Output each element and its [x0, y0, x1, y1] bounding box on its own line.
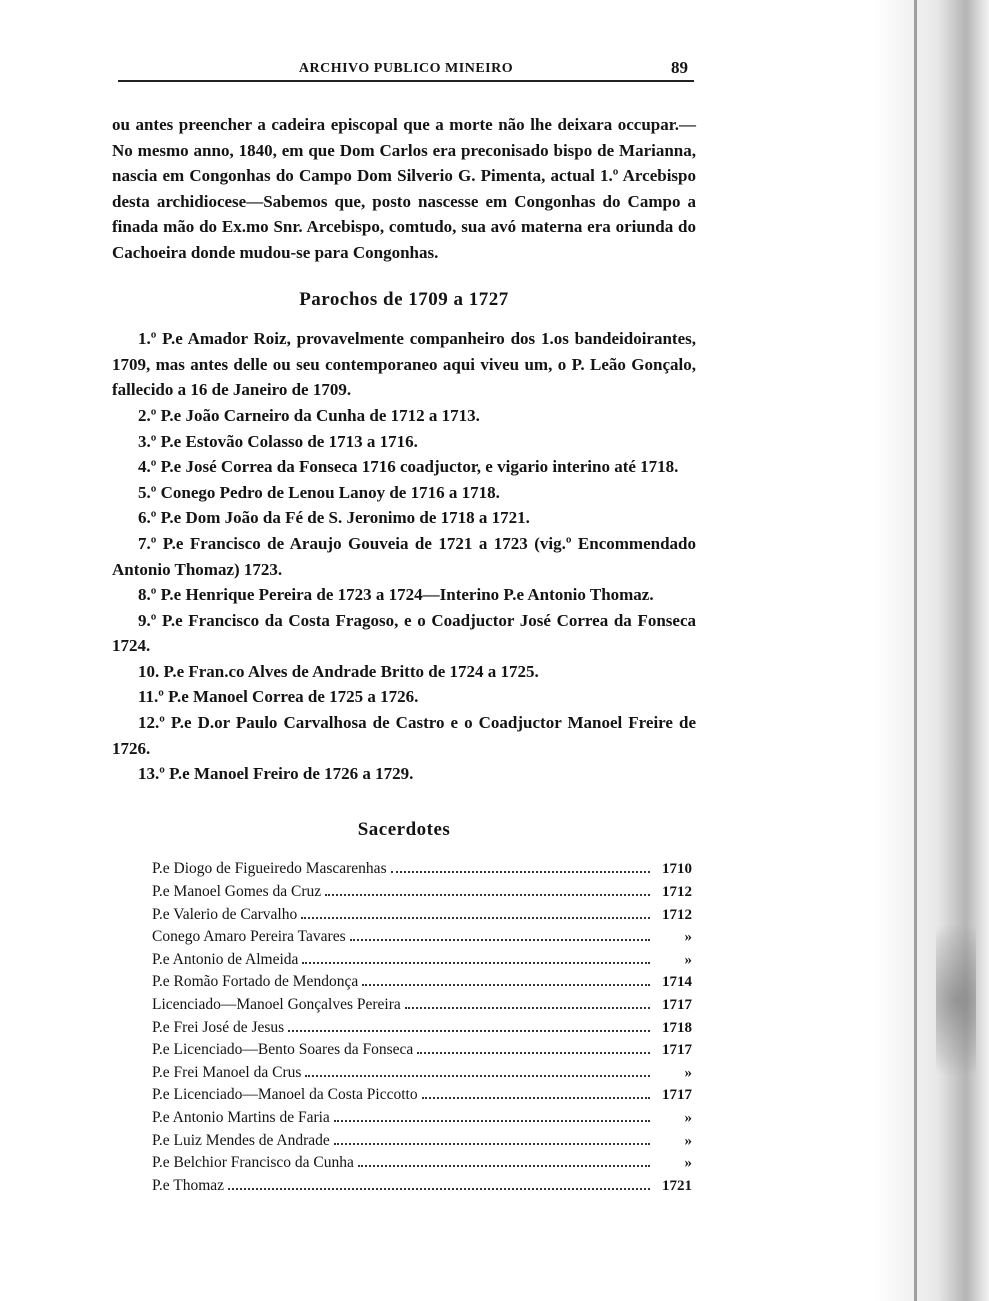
- priest-year: »: [684, 929, 692, 946]
- priest-name: P.e Diogo de Figueiredo Mascarenhas: [152, 860, 387, 878]
- table-row: [152, 926, 692, 949]
- list-item: 3.º P.e Estovão Colasso de 1713 a 1716.: [138, 431, 418, 451]
- dot-leader: [301, 916, 650, 919]
- list-item: 8.º P.e Henrique Pereira de 1723 a 1724—Interino P.e Antonio Thomaz.: [138, 585, 654, 605]
- priest-name: P.e Antonio de Almeida: [152, 950, 299, 968]
- table-row: [152, 1152, 692, 1175]
- dot-leader: [228, 1187, 650, 1190]
- dot-leader: [305, 1074, 650, 1077]
- dot-leader: [350, 938, 650, 941]
- page-header: [118, 58, 694, 82]
- table-row: [152, 1062, 692, 1085]
- list-item: 1.º P.e Amador Roiz, provavelmente companheiro dos 1.os bandeidoirantes, 1709, mas antes delle ou seu contemporaneo aqui viveu um, o P. Leão Gonçalo, fallecido a 16 de Janeiro de 1709.: [112, 329, 696, 400]
- priest-name: P.e Antonio Martins de Faria: [152, 1108, 330, 1126]
- priest-year: 1712: [662, 884, 692, 901]
- priest-year: »: [684, 1132, 692, 1149]
- table-row: [152, 904, 692, 927]
- priest-year: 1714: [662, 974, 692, 991]
- priest-year: »: [684, 1109, 692, 1126]
- dot-leader: [417, 1051, 650, 1054]
- section-title-parochos: Parochos de 1709 a 1727: [299, 288, 509, 310]
- section-title-sacerdotes: Sacerdotes: [357, 818, 451, 840]
- priest-year: 1718: [662, 1019, 692, 1036]
- parochos-list: [112, 326, 696, 787]
- list-item: 6.º P.e Dom João da Fé de S. Jeronimo de 1718 a 1721.: [138, 508, 530, 528]
- list-item: 12.º P.e D.or Paulo Carvalhosa de Castro e o Coadjuctor Manoel Freire de 1726.: [112, 713, 696, 758]
- page-body: [112, 112, 696, 1197]
- dot-leader: [334, 1142, 650, 1145]
- dot-leader: [302, 961, 650, 964]
- priest-name: P.e Romão Fortado de Mendonça: [152, 973, 359, 991]
- dot-leader: [325, 893, 650, 896]
- priest-year: »: [684, 1064, 692, 1081]
- priest-year: 1712: [662, 906, 692, 923]
- table-row: [152, 949, 692, 972]
- dot-leader: [362, 983, 650, 986]
- dot-leader: [288, 1029, 650, 1032]
- table-row: [152, 1039, 692, 1062]
- priest-year: 1710: [662, 861, 692, 878]
- table-row: [152, 994, 692, 1017]
- priest-year: 1721: [662, 1177, 692, 1194]
- table-row: [152, 881, 692, 904]
- table-row: [152, 1017, 692, 1040]
- list-item: 11.º P.e Manoel Correa de 1725 a 1726.: [138, 687, 419, 707]
- priest-name: P.e Frei José de Jesus: [152, 1018, 285, 1036]
- list-item: 13.º P.e Manoel Freiro de 1726 a 1729.: [138, 764, 414, 784]
- dot-leader: [391, 870, 650, 873]
- sacerdotes-table: [152, 858, 692, 1197]
- intro-paragraph: ou antes preencher a cadeira episcopal que a morte não lhe deixara occupar.—No mesmo anno, 1840, em que Dom Carlos era preconisado bispo de Marianna, nascia em Congonhas do Campo Dom Silverio G. Pimenta, actual 1.º Arcebispo desta archidiocese—Sabemos que, posto nascesse em Congonhas do Campo a finada mão do Ex.mo Snr. Arcebispo, comtudo, sua avó materna era oriunda do Cachoeira donde mudou-se para Congonhas.: [112, 115, 696, 262]
- table-row: [152, 1084, 692, 1107]
- list-item: 5.º Conego Pedro de Lenou Lanoy de 1716 a 1718.: [138, 482, 500, 502]
- list-item: 7.º P.e Francisco de Araujo Gouveia de 1721 a 1723 (vig.º Encommendado Antonio Thomaz) 1723.: [112, 533, 696, 579]
- priest-name: P.e Licenciado—Manoel da Costa Piccotto: [152, 1086, 418, 1104]
- priest-year: 1717: [662, 1042, 692, 1059]
- list-item: 2.º P.e João Carneiro da Cunha de 1712 a 1713.: [138, 405, 480, 425]
- list-item: 9.º P.e Francisco da Costa Fragoso, e o Coadjuctor José Correa da Fonseca 1724.: [112, 610, 696, 656]
- list-item: 4.º P.e José Correa da Fonseca 1716 coadjuctor, e vigario interino até 1718.: [138, 457, 679, 477]
- priest-name: P.e Frei Manoel da Crus: [152, 1063, 302, 1081]
- table-row: [152, 1107, 692, 1130]
- priest-name: P.e Licenciado—Bento Soares da Fonseca: [152, 1041, 414, 1059]
- dot-leader: [334, 1119, 650, 1122]
- priest-name: Conego Amaro Pereira Tavares: [152, 928, 346, 946]
- priest-year: 1717: [662, 997, 692, 1013]
- priest-year: »: [684, 951, 692, 968]
- running-title: ARCHIVO PUBLICO MINEIRO: [298, 61, 514, 76]
- priest-name: P.e Valerio de Carvalho: [152, 905, 298, 923]
- dot-leader: [405, 1006, 650, 1009]
- priest-name: P.e Belchior Francisco da Cunha: [152, 1154, 354, 1172]
- page-number: 89: [671, 58, 688, 77]
- list-item: 10. P.e Fran.co Alves de Andrade Britto de 1724 a 1725.: [138, 661, 539, 681]
- priest-year: 1717: [662, 1087, 692, 1104]
- priest-name: P.e Manoel Gomes da Cruz: [152, 883, 322, 901]
- table-row: [152, 858, 692, 881]
- table-row: [152, 1175, 692, 1198]
- priest-name: P.e Luiz Mendes de Andrade: [152, 1131, 330, 1149]
- table-row: [152, 1130, 692, 1153]
- priest-name: Licenciado—Manoel Gonçalves Pereira: [152, 996, 401, 1013]
- dot-leader: [422, 1096, 650, 1099]
- dot-leader: [358, 1164, 650, 1167]
- priest-year: »: [684, 1155, 692, 1172]
- scan-edge-shadow: [874, 0, 989, 1301]
- table-row: [152, 971, 692, 994]
- priest-name: P.e Thomaz: [152, 1176, 225, 1194]
